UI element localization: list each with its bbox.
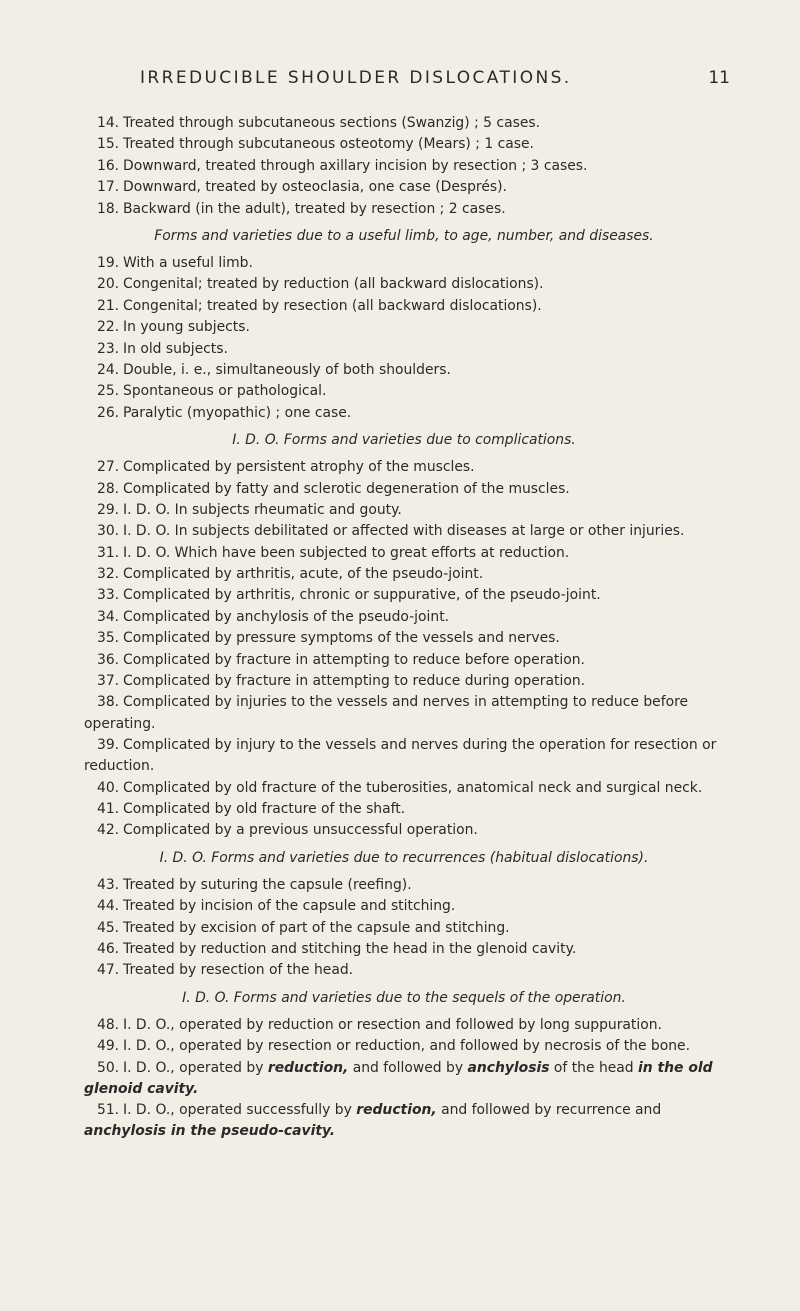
item-number: 25. (97, 383, 120, 400)
item-text: Treated by incision of the capsule and stitching. (123, 898, 456, 915)
item-text: Complicated by fracture in attempting to reduce before operation. (123, 651, 585, 668)
item-text: Complicated by fatty and sclerotic degeneration of the muscles. (123, 480, 570, 497)
item-emphasis: reduction, (356, 1102, 437, 1119)
item-text: Complicated by anchylosis of the pseudo-joint. (123, 608, 450, 625)
item-number: 41. (97, 800, 120, 817)
item-text: Treated through subcutaneous osteotomy (Mears) ; 1 case. (123, 136, 534, 153)
item-number: 29. (97, 501, 120, 518)
item-text: Downward, treated through axillary incision by resection ; 3 cases. (123, 157, 588, 174)
item-text: Backward (in the adult), treated by resection ; 2 cases. (123, 200, 506, 217)
list-item (84, 500, 724, 521)
item-list-b (84, 253, 724, 424)
item-text: Congenital; treated by resection (all backward dislocations). (123, 297, 542, 314)
section-heading-recurrences: I. D. O. Forms and varieties due to recurrences (habitual dislocations). (159, 849, 649, 866)
item-number: 14. (97, 115, 120, 131)
item-text: Complicated by pressure symptoms of the vessels and nerves. (123, 630, 560, 647)
item-text: Complicated by a previous unsuccessful operation. (123, 822, 478, 839)
item-number: 47. (97, 962, 120, 979)
list-item (84, 317, 724, 338)
item-number: 32. (97, 566, 120, 583)
item-text: Downward, treated by osteoclasia, one case (Després). (123, 179, 507, 196)
item-text: and followed by recurrence and (436, 1102, 662, 1119)
item-number: 19. (97, 254, 120, 271)
list-item (84, 199, 724, 220)
item-text: Complicated by old fracture of the shaft. (123, 800, 406, 817)
list-item (84, 1058, 724, 1100)
item-number: 33. (97, 587, 120, 604)
item-number: 49. (97, 1038, 120, 1055)
item-text: Complicated by injuries to the vessels and nerves in attempting to reduce before operating. (84, 694, 689, 732)
item-number: 15. (97, 136, 120, 153)
item-text: Treated by reduction and stitching the head in the glenoid cavity. (123, 940, 577, 957)
item-text: I. D. O. Which have been subjected to great efforts at reduction. (123, 544, 570, 561)
item-text: Congenital; treated by reduction (all backward dislocations). (123, 276, 544, 293)
page-number: 11 (708, 68, 730, 88)
item-number: 18. (97, 200, 120, 217)
list-item (84, 360, 724, 381)
list-item (84, 918, 724, 939)
item-list-e (84, 1015, 724, 1058)
item-text: In young subjects. (123, 319, 250, 336)
item-text: I. D. O. In subjects debilitated or affected with diseases at large or other injuries. (123, 523, 685, 540)
item-list-c (84, 457, 724, 841)
list-item (84, 134, 724, 155)
list-item (84, 1036, 724, 1057)
section-heading-useful-limb: Forms and varieties due to a useful limb, to age, number, and diseases. (154, 227, 654, 244)
item-number: 39. (97, 737, 120, 753)
item-text: Complicated by injury to the vessels and nerves during the operation for resection or reduction. (84, 737, 717, 775)
list-item (84, 543, 724, 564)
list-item (84, 692, 724, 734)
item-number: 45. (97, 919, 120, 936)
item-emphasis: anchylosis in the pseudo-cavity. (84, 1123, 336, 1140)
list-item (84, 778, 724, 799)
list-item (84, 457, 724, 478)
item-number: 35. (97, 630, 120, 647)
item-number: 27. (97, 459, 120, 476)
item-emphasis: anchylosis (467, 1059, 550, 1076)
list-item (84, 156, 724, 177)
list-item (84, 564, 724, 585)
section-heading-sequels: I. D. O. Forms and varieties due to the sequels of the operation. (182, 989, 626, 1006)
section-heading-complications: I. D. O. Forms and varieties due to complications. (232, 431, 576, 448)
item-text: I. D. O., operated successfully by (123, 1102, 357, 1119)
item-text: Double, i. e., simultaneously of both shoulders. (123, 361, 451, 378)
item-text: I. D. O., operated by resection or reduction, and followed by necrosis of the bone. (123, 1038, 690, 1055)
item-number: 34. (97, 608, 120, 625)
item-text: Spontaneous or pathological. (123, 383, 327, 400)
item-number: 24. (97, 361, 120, 378)
list-item (84, 521, 724, 542)
list-item (84, 113, 724, 134)
list-item (84, 1100, 724, 1142)
list-item (84, 381, 724, 402)
item-text: Treated by suturing the capsule (reefing). (123, 876, 412, 893)
item-number: 36. (97, 651, 120, 668)
item-number: 22. (97, 319, 120, 336)
item-number: 40. (97, 779, 120, 796)
page-header (40, 68, 730, 98)
item-text: With a useful limb. (123, 254, 253, 271)
item-text: I. D. O., operated by reduction or resection and followed by long suppuration. (123, 1016, 662, 1033)
item-number: 44. (97, 898, 120, 915)
item-text: I. D. O., operated by (123, 1059, 268, 1076)
item-emphasis: in the old glenoid cavity. (84, 1059, 713, 1097)
item-number: 46. (97, 940, 120, 957)
item-number: 50. (97, 1059, 120, 1076)
item-text: Complicated by persistent atrophy of the muscles. (123, 459, 475, 476)
item-text: Paralytic (myopathic) ; one case. (123, 404, 352, 421)
list-item (84, 820, 724, 841)
item-number: 26. (97, 404, 120, 421)
list-item (84, 339, 724, 360)
list-item (84, 875, 724, 896)
list-item (84, 585, 724, 606)
item-text: Complicated by old fracture of the tuberosities, anatomical neck and surgical neck. (123, 779, 703, 796)
list-item (84, 628, 724, 649)
list-item (84, 735, 724, 777)
item-text: I. D. O. In subjects rheumatic and gouty. (123, 501, 402, 518)
item-text: Complicated by arthritis, acute, of the pseudo-joint. (123, 566, 484, 583)
list-item (84, 799, 724, 820)
list-item (84, 607, 724, 628)
item-number: 43. (97, 876, 120, 893)
item-emphasis: reduction, (267, 1059, 349, 1076)
item-number: 38. (97, 694, 120, 711)
item-number: 31. (97, 544, 120, 561)
item-number: 30. (97, 523, 120, 540)
item-number: 48. (97, 1016, 120, 1033)
item-number: 16. (97, 157, 120, 174)
item-number: 20. (97, 276, 120, 293)
list-item (84, 960, 724, 981)
item-number: 23. (97, 340, 120, 357)
running-title: IRREDUCIBLE SHOULDER DISLOCATIONS. (140, 68, 572, 88)
list-item (84, 177, 724, 198)
list-item (84, 939, 724, 960)
item-text: of the head (549, 1059, 639, 1076)
item-number: 21. (97, 297, 120, 314)
item-text: Treated by excision of part of the capsule and stitching. (123, 919, 510, 936)
item-number: 42. (97, 822, 120, 839)
item-text: Treated by resection of the head. (123, 962, 354, 979)
item-text: Complicated by fracture in attempting to reduce during operation. (123, 673, 586, 690)
list-item (84, 671, 724, 692)
list-item (84, 296, 724, 317)
list-item (84, 403, 724, 424)
list-item (84, 253, 724, 274)
item-number: 51. (97, 1102, 120, 1119)
item-number: 17. (97, 179, 120, 196)
item-list-d (84, 875, 724, 982)
item-text: and followed by (348, 1059, 468, 1076)
item-number: 28. (97, 480, 120, 497)
list-item (84, 650, 724, 671)
page-body (84, 113, 724, 1143)
list-item (84, 479, 724, 500)
list-item (84, 896, 724, 917)
item-text: Complicated by arthritis, chronic or suppurative, of the pseudo-joint. (123, 587, 601, 604)
item-list-a (84, 113, 724, 220)
item-text: Treated through subcutaneous sections (Swanzig) ; 5 cases. (123, 115, 541, 131)
list-item (84, 274, 724, 295)
list-item (84, 1015, 724, 1036)
item-number: 37. (97, 673, 120, 690)
item-text: In old subjects. (123, 340, 228, 357)
